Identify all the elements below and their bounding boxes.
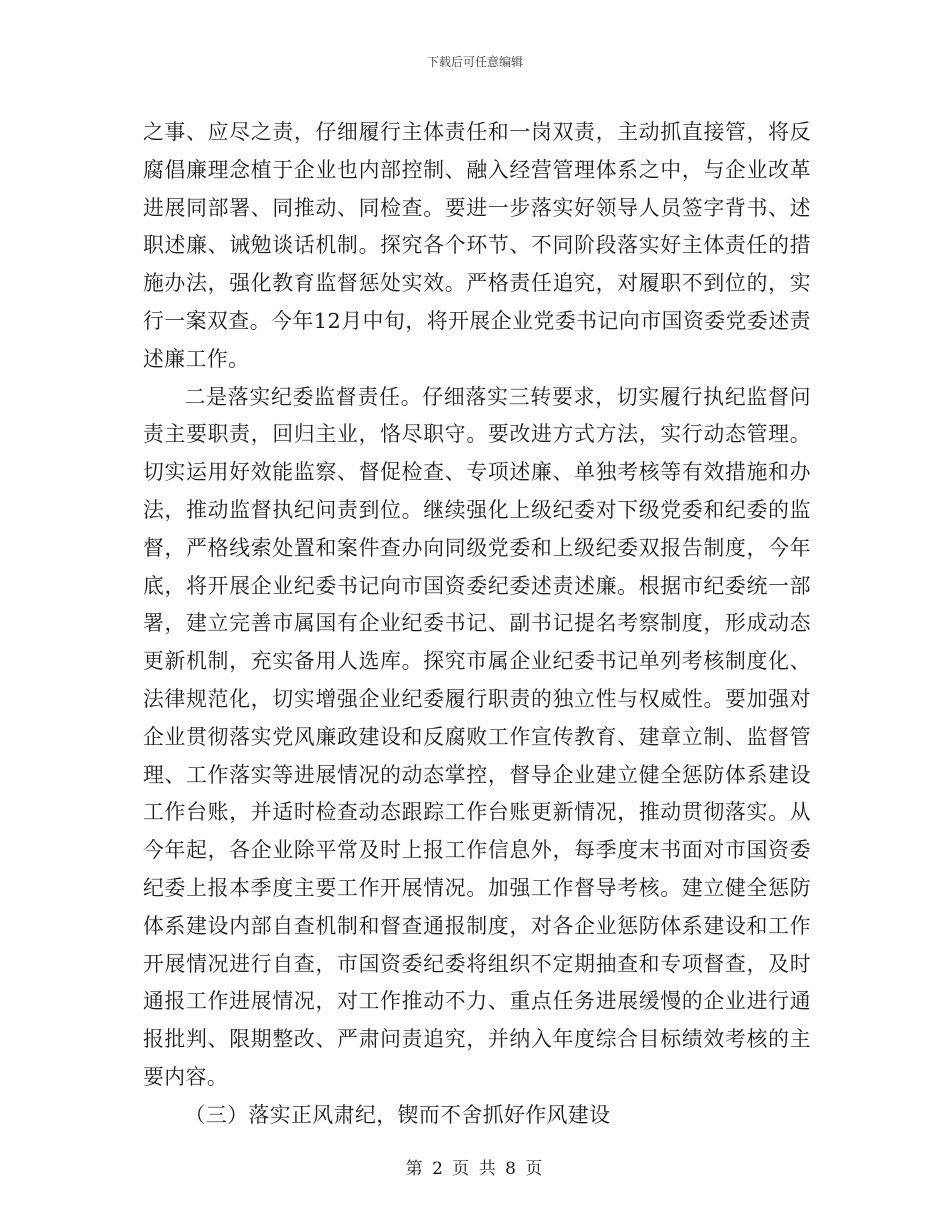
section-heading-style-building: （三）落实正风肃纪，锲而不舍抓好作风建设 <box>184 1102 611 1127</box>
page-number: 第 2 页 共 8 页 <box>405 1159 545 1179</box>
document-body <box>143 114 811 1135</box>
paragraph-continuation: 之事、应尽之责，仔细履行主体责任和一岗双责，主动抓直接管，将反腐倡廉理念植于企业也内部控制、融入经营管理体系之中，与企业改革进展同部署、同推动、同检查。要进一步落实好领导人员签字背书、述职述廉、诫勉谈话机制。探究各个环节、不同阶段落实好主体责任的措施办法，强化教育监督惩处实效。严格责任追究，对履职不到位的，实行一案双查。今年12月中旬，将开展企业党委书记向市国资委党委述责述廉工作。 <box>143 120 811 371</box>
page-header-note: 下载后可任意编辑 <box>426 55 523 69</box>
paragraph-discipline-supervision: 二是落实纪委监督责任。仔细落实三转要求，切实履行执纪监督问责主要职责，回归主业，恪尽职守。要改进方式方法，实行动态管理。切实运用好效能监察、督促检查、专项述廉、单独考核等有效措施和办法，推动监督执纪问责到位。继续强化上级纪委对下级党委和纪委的监督，严格线索处置和案件查办向同级党委和上级纪委双报告制度，今年底，将开展企业纪委书记向市国资委纪委述责述廉。根据市纪委统一部署，建立完善市属国有企业纪委书记、副书记提名考察制度，形成动态更新机制，充实备用人选库。探究市属企业纪委书记单列考核制度化、法律规范化，切实增强企业纪委履行职责的独立性与权威性。要加强对企业贯彻落实党风廉政建设和反腐败工作宣传教育、建章立制、监督管理、工作落实等进展情况的动态掌控，督导企业建立健全惩防体系建设工作台账，并适时检查动态跟踪工作台账更新情况，推动贯彻落实。从今年起，各企业除平常及时上报工作信息外，每季度末书面对市国资委纪委上报本季度主要工作开展情况。加强工作督导考核。建立健全惩防体系建设内部自查机制和督查通报制度，对各企业惩防体系建设和工作开展情况进行自查，市国资委纪委将组织不定期抽查和专项督查，及时通报工作进展情况，对工作推动不力、重点任务进展缓慢的企业进行通报批判、限期整改、严肃问责追究，并纳入年度综合目标绩效考核的主要内容。 <box>143 384 811 1089</box>
